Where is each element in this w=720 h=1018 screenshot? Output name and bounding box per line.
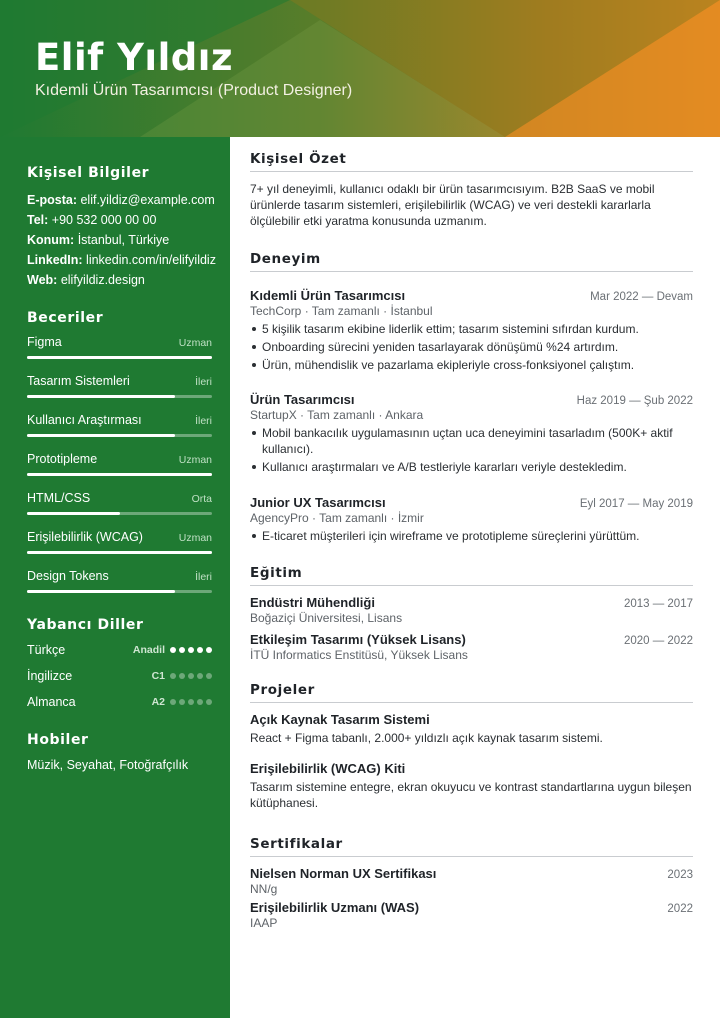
skill-row [27, 491, 212, 508]
job-title: Ürün Tasarımcısı [250, 392, 355, 407]
experience-entry [250, 495, 693, 544]
candidate-title: Kıdemli Ürün Tasarımcısı (Product Designer) [35, 82, 353, 99]
job-bullets [250, 321, 693, 373]
project-description: Tasarım sistemine entegre, ekran okuyucu ve kontrast standartlarına uygun bileşen kütüphanesi. [250, 780, 692, 810]
skill-level: İleri [195, 376, 212, 388]
skill-bar-fill [27, 356, 212, 359]
info-location [27, 230, 212, 250]
proficiency-dots [170, 647, 212, 653]
info-phone [27, 210, 212, 230]
certifications-heading: Sertifikalar [250, 836, 693, 857]
entry-header [250, 900, 693, 915]
language-level: A2 [151, 696, 165, 708]
bullet-item: Kullanıcı araştırmaları ve A/B testleriyle kararları veriyle destekledim. [250, 459, 693, 475]
bullet-item: Mobil bankacılık uygulamasının uçtan uca deneyimini tasarladım (500K+ aktif kullanıcı). [250, 425, 693, 457]
entry-header [250, 595, 693, 610]
skill-bar-fill [27, 395, 175, 398]
proficiency-dot [197, 673, 203, 679]
linkedin-link[interactable]: linkedin.com/in/elifyildiz [86, 253, 216, 267]
languages-list [27, 637, 212, 715]
skill-name: Figma [27, 335, 62, 349]
proficiency-dots [170, 673, 212, 679]
info-email [27, 190, 215, 210]
language-level: C1 [151, 670, 165, 682]
sidebar [0, 137, 230, 1018]
skill-bar [27, 473, 212, 476]
proficiency-dot [206, 699, 212, 705]
education-heading: Eğitim [250, 565, 693, 586]
skill-row [27, 569, 212, 586]
skill-item [27, 413, 212, 437]
entry-header [250, 392, 693, 407]
skill-level: İleri [195, 415, 212, 427]
skills-heading: Beceriler [27, 310, 104, 326]
language-item [27, 637, 212, 663]
proficiency-dot [188, 699, 194, 705]
projects-list [250, 712, 693, 811]
proficiency-dot [188, 647, 194, 653]
skill-bar [27, 590, 212, 593]
job-company: TechCorp · Tam zamanlı · İstanbul [250, 304, 433, 318]
proficiency-dot [188, 673, 194, 679]
skill-bar [27, 551, 212, 554]
experience-heading: Deneyim [250, 251, 693, 272]
location-value: İstanbul, Türkiye [77, 233, 170, 247]
info-linkedin [27, 250, 216, 270]
project-title: Erişilebilirlik (WCAG) Kiti [250, 761, 406, 776]
certification-entry [250, 900, 693, 931]
project-entry [250, 712, 693, 746]
bullet-item: E-ticaret müşterileri için wireframe ve prototipleme süreçlerini yürüttüm. [250, 528, 693, 544]
skill-row [27, 374, 212, 391]
job-bullets [250, 528, 693, 544]
certification-entry [250, 866, 693, 897]
bullet-item: Ürün, mühendislik ve pazarlama ekipleriyle cross-fonksiyonel çalıştım. [250, 357, 693, 373]
experience-entry [250, 392, 693, 475]
skill-bar-fill [27, 590, 175, 593]
proficiency-dot [197, 699, 203, 705]
skill-name: Prototipleme [27, 452, 98, 466]
skill-row [27, 530, 212, 547]
skill-level: Uzman [178, 337, 212, 349]
personal-info-list [27, 190, 216, 290]
skill-name: HTML/CSS [27, 491, 91, 505]
certifications-list [250, 866, 693, 931]
candidate-name: Elif Yıldız [35, 36, 233, 79]
skills-list [27, 335, 212, 593]
hobbies-text: Müzik, Seyahat, Fotoğrafçılık [27, 758, 189, 772]
skill-level: İleri [195, 571, 212, 583]
projects-heading: Projeler [250, 682, 693, 703]
entry-header [250, 866, 693, 881]
skill-bar-fill [27, 473, 212, 476]
skill-bar [27, 395, 212, 398]
project-description: React + Figma tabanlı, 2.000+ yıldızlı açık kaynak tasarım sistemi. [250, 731, 603, 745]
school-name: İTÜ Informatics Enstitüsü, Yüksek Lisans [250, 648, 468, 662]
certification-issuer: IAAP [250, 916, 278, 930]
job-dates: Eyl 2017 — May 2019 [579, 498, 693, 510]
language-item [27, 663, 212, 689]
personal-info-heading: Kişisel Bilgiler [27, 165, 150, 181]
skill-item [27, 491, 212, 515]
skill-level: Orta [191, 493, 212, 505]
skill-level: Uzman [178, 532, 212, 544]
experience-list [250, 288, 693, 544]
proficiency-dot [170, 699, 176, 705]
website-link[interactable]: elifyildiz.design [60, 273, 145, 287]
language-proficiency [133, 644, 212, 656]
hobbies-heading: Hobiler [27, 732, 89, 748]
info-label: Konum: [27, 233, 75, 247]
education-entry [250, 595, 693, 626]
language-proficiency [152, 696, 212, 708]
entry-header [250, 632, 693, 647]
skill-name: Tasarım Sistemleri [27, 374, 130, 388]
skill-bar [27, 512, 212, 515]
skill-item [27, 335, 212, 359]
phone-value[interactable]: +90 532 000 00 00 [51, 213, 157, 227]
skill-level: Uzman [178, 454, 212, 466]
job-title: Junior UX Tasarımcısı [250, 495, 386, 510]
certification-issuer: NN/g [250, 882, 278, 896]
job-dates: Mar 2022 — Devam [590, 291, 693, 303]
certification-year: 2022 [667, 903, 693, 915]
language-item [27, 689, 212, 715]
proficiency-dot [179, 647, 185, 653]
languages-heading: Yabancı Diller [27, 617, 144, 633]
entry-header [250, 288, 693, 303]
degree-title: Endüstri Mühendliği [250, 595, 375, 610]
info-label: LinkedIn: [27, 253, 83, 267]
education-list [250, 595, 693, 663]
summary-heading: Kişisel Özet [250, 151, 693, 172]
job-company: AgencyPro · Tam zamanlı · İzmir [250, 511, 424, 525]
skill-bar [27, 434, 212, 437]
education-dates: 2013 — 2017 [623, 598, 693, 610]
language-name: Türkçe [27, 643, 66, 657]
proficiency-dot [206, 647, 212, 653]
proficiency-dot [179, 673, 185, 679]
summary-text: 7+ yıl deneyimli, kullanıcı odaklı bir ürün tasarımcısıyım. B2B SaaS ve mobil ürünlerde tasarım sistemleri, erişilebilirlik (WCAG) ve veri destekli kararlarla ölçülebilir etki yaratma konusunda uzmanım. [250, 182, 655, 228]
skill-name: Erişilebilirlik (WCAG) [27, 530, 143, 544]
proficiency-dots [170, 699, 212, 705]
skill-item [27, 452, 212, 476]
project-title: Açık Kaynak Tasarım Sistemi [250, 712, 430, 727]
info-label: Tel: [27, 213, 49, 227]
proficiency-dot [170, 673, 176, 679]
skill-row [27, 335, 212, 352]
entry-header [250, 495, 693, 510]
proficiency-dot [197, 647, 203, 653]
header-banner [0, 0, 720, 137]
job-title: Kıdemli Ürün Tasarımcısı [250, 288, 406, 303]
school-name: Boğaziçi Üniversitesi, Lisans [250, 611, 403, 625]
skill-row [27, 413, 212, 430]
bullet-item: 5 kişilik tasarım ekibine liderlik ettim; tasarım sistemini sıfırdan kurdum. [250, 321, 693, 337]
info-label: Web: [27, 273, 58, 287]
skill-item [27, 530, 212, 554]
certification-title: Erişilebilirlik Uzmanı (WAS) [250, 900, 420, 915]
project-entry [250, 761, 693, 811]
skill-item [27, 569, 212, 593]
skill-bar [27, 356, 212, 359]
skill-bar-fill [27, 551, 212, 554]
education-dates: 2020 — 2022 [623, 635, 693, 647]
job-dates: Haz 2019 — Şub 2022 [576, 395, 693, 407]
skill-item [27, 374, 212, 398]
skill-bar-fill [27, 434, 175, 437]
info-label: E-posta: [27, 193, 77, 207]
experience-entry [250, 288, 693, 373]
proficiency-dot [179, 699, 185, 705]
degree-title: Etkileşim Tasarımı (Yüksek Lisans) [250, 632, 466, 647]
bullet-item: Onboarding sürecini yeniden tasarlayarak dönüşümü %24 artırdım. [250, 339, 693, 355]
skill-row [27, 452, 212, 469]
proficiency-dot [170, 647, 176, 653]
main-content [250, 137, 693, 931]
education-entry [250, 632, 693, 663]
email-value[interactable]: elif.yildiz@example.com [80, 193, 215, 207]
language-level: Anadil [132, 644, 165, 656]
proficiency-dot [206, 673, 212, 679]
language-name: Almanca [27, 695, 76, 709]
certification-title: Nielsen Norman UX Sertifikası [250, 866, 437, 881]
job-company: StartupX · Tam zamanlı · Ankara [250, 408, 424, 422]
skill-name: Kullanıcı Araştırması [27, 413, 142, 427]
skill-bar-fill [27, 512, 120, 515]
info-web [27, 270, 212, 290]
certification-year: 2023 [667, 869, 693, 881]
job-bullets [250, 425, 693, 475]
skill-name: Design Tokens [27, 569, 109, 583]
language-name: İngilizce [27, 669, 73, 683]
language-proficiency [152, 670, 212, 682]
